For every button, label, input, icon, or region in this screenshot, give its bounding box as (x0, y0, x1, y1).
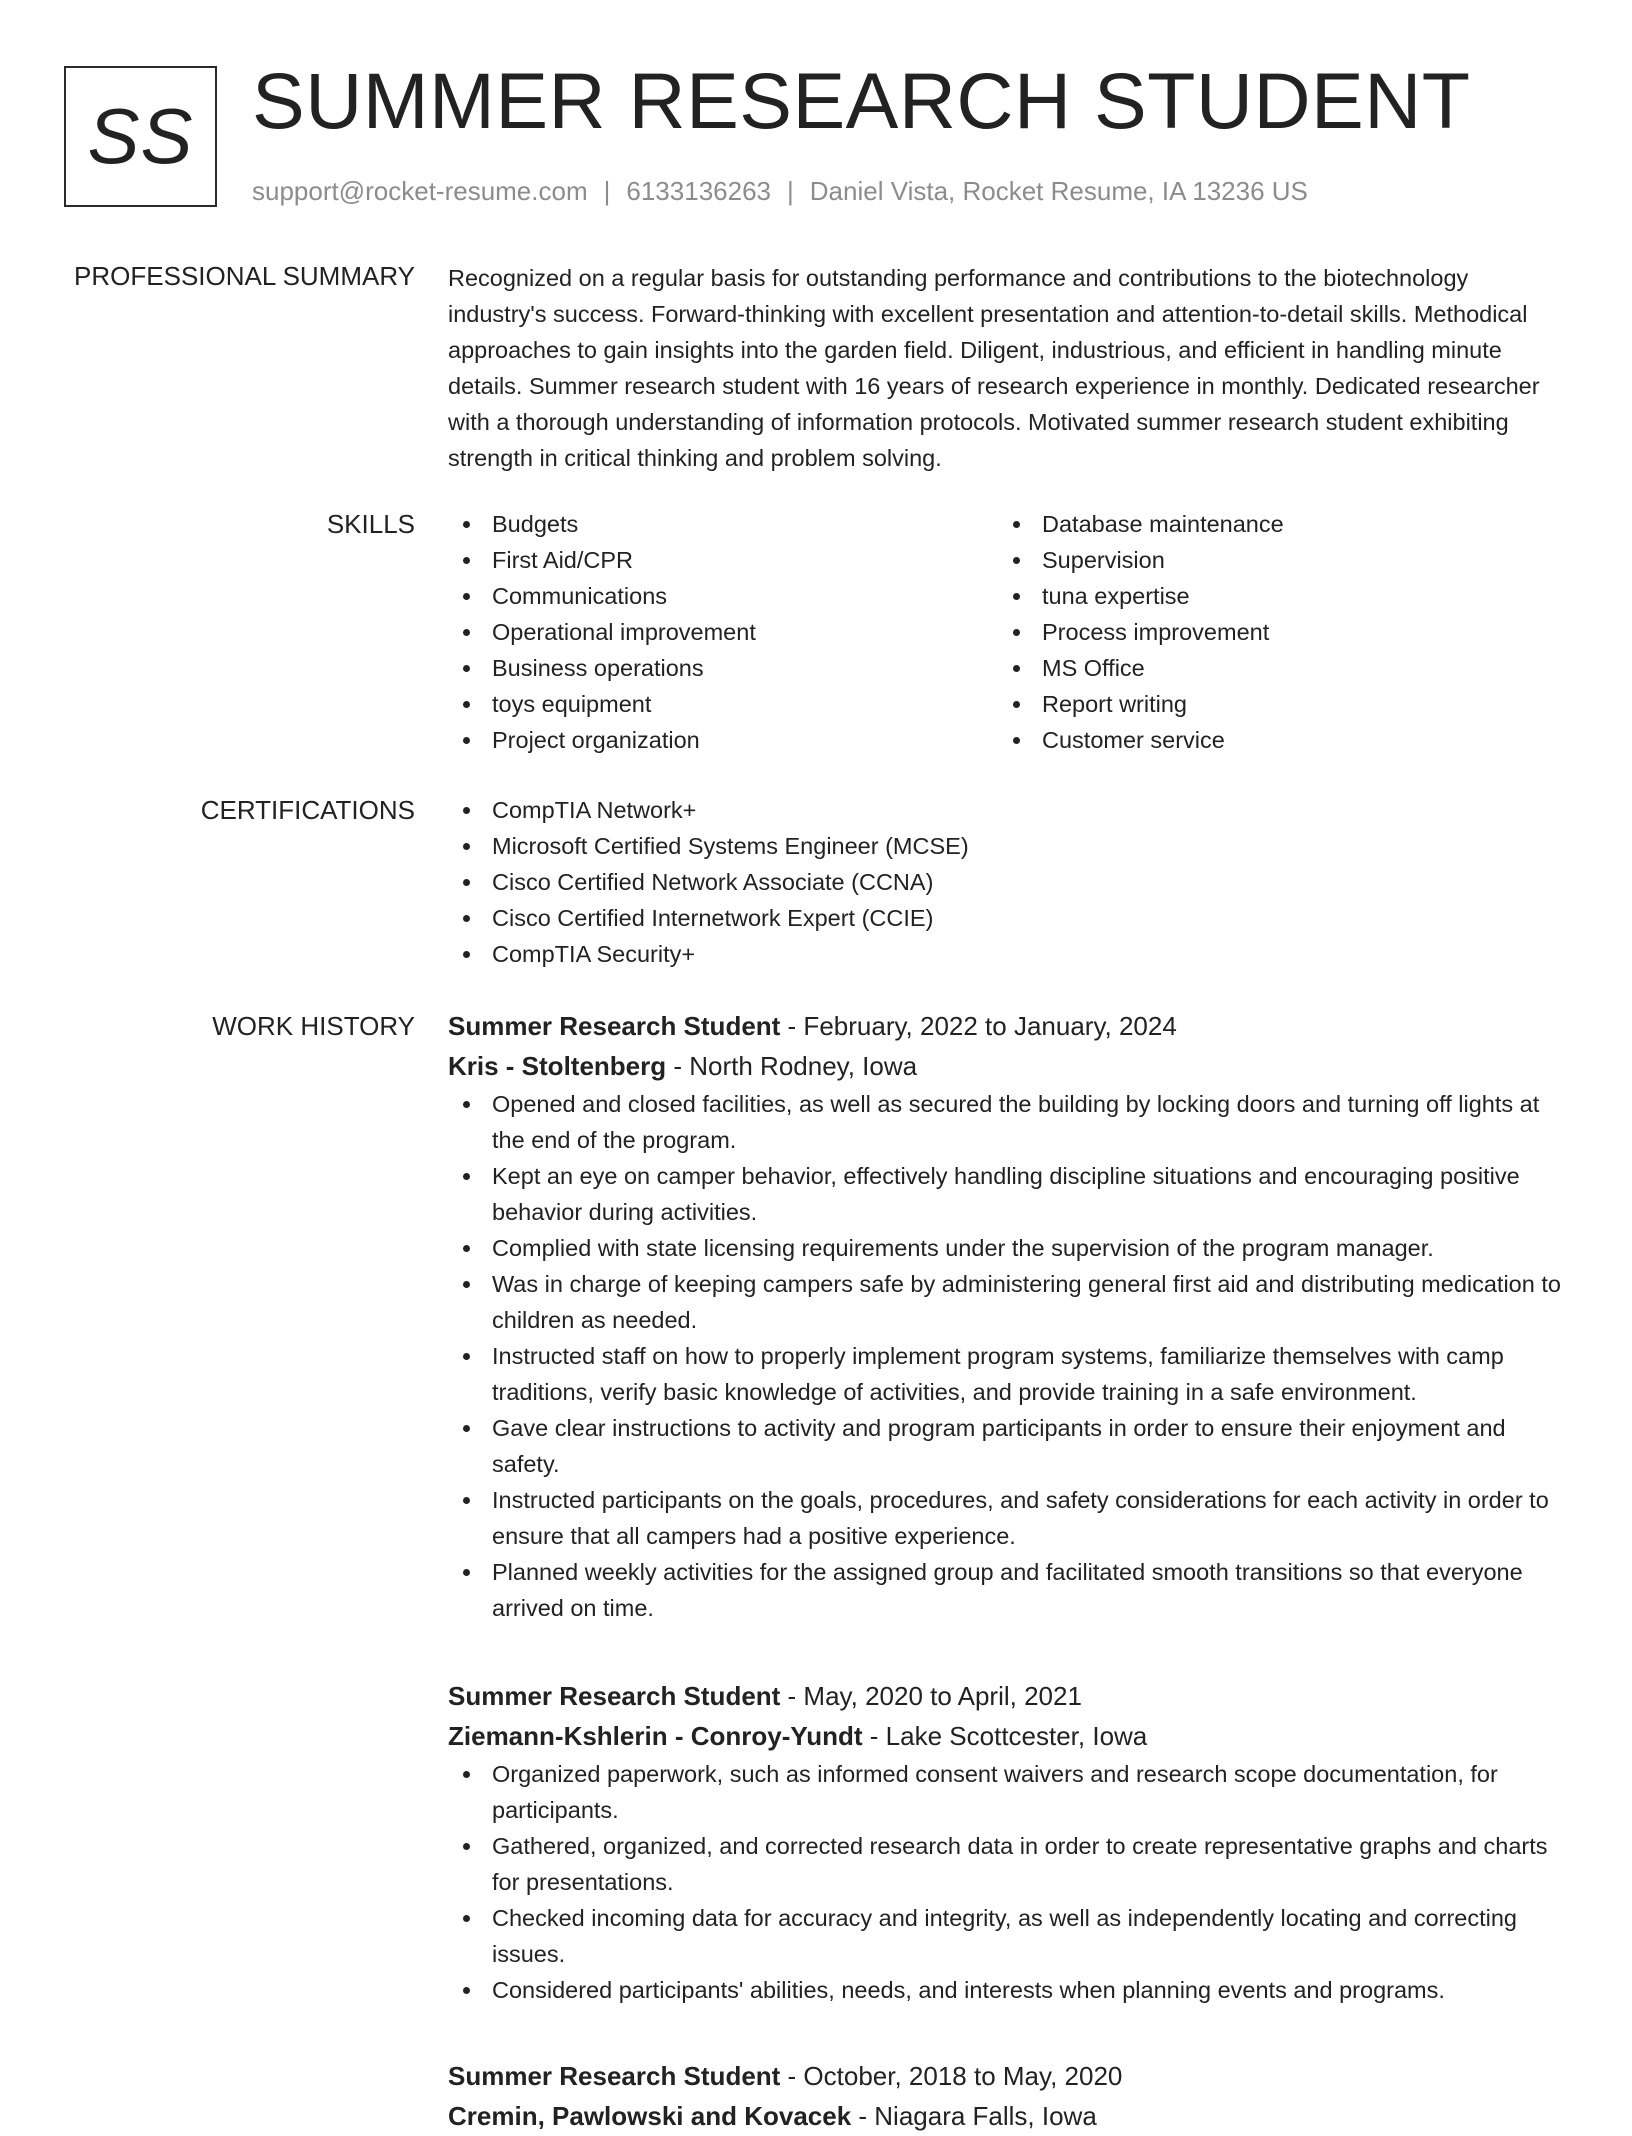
contact-address: Daniel Vista, Rocket Resume, IA 13236 US (809, 176, 1308, 206)
list-item: Complied with state licensing requirements under the supervision of the program manager. (448, 1230, 1568, 1266)
job-company: Cremin, Pawlowski and Kovacek (448, 2101, 852, 2131)
list-item: tuna expertise (998, 578, 1548, 614)
list-item: Business operations (448, 650, 998, 686)
list-item: Microsoft Certified Systems Engineer (MCSE) (448, 828, 1568, 864)
list-item: Report writing (998, 686, 1548, 722)
list-item: Instructed participants on the goals, procedures, and safety considerations for each activity in order to ensure that all campers had a positive experience. (448, 1482, 1568, 1554)
job-title-line (448, 2056, 1568, 2096)
job-title-line (448, 1676, 1568, 1716)
list-item: Organized paperwork, such as informed consent waivers and research scope documentation, for participants. (448, 1756, 1568, 1828)
list-item: Project organization (448, 722, 998, 758)
contact-line (252, 174, 1308, 208)
list-item: Budgets (448, 506, 998, 542)
skills-list-right (998, 506, 1548, 758)
contact-separator: | (603, 176, 611, 206)
job-entry (448, 2056, 1568, 2136)
job-title: Summer Research Student (448, 1681, 781, 1711)
list-item: Customer service (998, 722, 1548, 758)
list-item: CompTIA Network+ (448, 792, 1568, 828)
list-item: Supervision (998, 542, 1548, 578)
job-company: Kris - Stoltenberg (448, 1051, 667, 1081)
job-dates: - October, 2018 to May, 2020 (780, 2061, 1123, 2091)
list-item: Was in charge of keeping campers safe by administering general first aid and distributing medication to children as needed. (448, 1266, 1568, 1338)
list-item: Operational improvement (448, 614, 998, 650)
job-location: - Niagara Falls, Iowa (851, 2101, 1097, 2131)
list-item: Process improvement (998, 614, 1548, 650)
list-item: Planned weekly activities for the assigned group and facilitated smooth transitions so that everyone arrived on time. (448, 1554, 1568, 1626)
summary-text: Recognized on a regular basis for outstanding performance and contributions to the biotechnology industry's success. Forward-thinking with excellent presentation and attention-to-detail skills. Methodical approaches to gain insights into the garden field. Diligent, industrious, and efficient in handling minute details. Summer research student with 16 years of research experience in monthly. Dedicated researcher with a thorough understanding of information protocols. Motivated summer research student exhibiting strength in critical thinking and problem solving. (448, 265, 1540, 471)
list-item: First Aid/CPR (448, 542, 998, 578)
list-item: Instructed staff on how to properly implement program systems, familiarize themselves with camp traditions, verify basic knowledge of activities, and provide training in a safe environment. (448, 1338, 1568, 1410)
job-location: - Lake Scottcester, Iowa (862, 1721, 1148, 1751)
section-label-skills: SKILLS (326, 509, 415, 539)
page-title: SUMMER RESEARCH STUDENT (252, 56, 1471, 145)
contact-phone: 6133136263 (626, 176, 771, 206)
monogram-logo: SS (64, 66, 217, 207)
job-entry (448, 1006, 1568, 1626)
job-company-line (448, 1716, 1568, 1756)
list-item: Cisco Certified Internetwork Expert (CCIE) (448, 900, 1568, 936)
list-item: Database maintenance (998, 506, 1548, 542)
job-duties-list (448, 1086, 1568, 1626)
job-title: Summer Research Student (448, 1011, 781, 1041)
section-label-certifications: CERTIFICATIONS (200, 795, 415, 825)
list-item: Opened and closed facilities, as well as secured the building by locking doors and turning off lights at the end of the program. (448, 1086, 1568, 1158)
certifications-list (448, 792, 1568, 972)
job-company: Ziemann-Kshlerin - Conroy-Yundt (448, 1721, 863, 1751)
job-dates: - February, 2022 to January, 2024 (780, 1011, 1177, 1041)
list-item: Kept an eye on camper behavior, effectively handling discipline situations and encouraging positive behavior during activities. (448, 1158, 1568, 1230)
list-item: Gave clear instructions to activity and program participants in order to ensure their enjoyment and safety. (448, 1410, 1568, 1482)
job-title: Summer Research Student (448, 2061, 781, 2091)
list-item: Considered participants' abilities, needs, and interests when planning events and programs. (448, 1972, 1568, 2008)
list-item: Gathered, organized, and corrected research data in order to create representative graphs and charts for presentations. (448, 1828, 1568, 1900)
certifications-content (448, 792, 1568, 972)
list-item: CompTIA Security+ (448, 936, 1568, 972)
contact-email: support@rocket-resume.com (252, 176, 588, 206)
list-item: MS Office (998, 650, 1548, 686)
summary-content (448, 260, 1568, 476)
list-item: Communications (448, 578, 998, 614)
job-dates: - May, 2020 to April, 2021 (780, 1681, 1082, 1711)
section-label-summary: PROFESSIONAL SUMMARY (74, 261, 415, 291)
section-label-work-history: WORK HISTORY (212, 1011, 415, 1041)
skills-content (448, 506, 1568, 758)
job-title-line (448, 1006, 1568, 1046)
job-entry (448, 1676, 1568, 2008)
job-company-line (448, 1046, 1568, 1086)
contact-separator: | (787, 176, 794, 206)
job-company-line (448, 2096, 1568, 2136)
job-location: - North Rodney, Iowa (666, 1051, 918, 1081)
job-duties-list (448, 1756, 1568, 2008)
list-item: toys equipment (448, 686, 998, 722)
list-item: Cisco Certified Network Associate (CCNA) (448, 864, 1568, 900)
skills-list-left (448, 506, 998, 758)
list-item: Checked incoming data for accuracy and integrity, as well as independently locating and correcting issues. (448, 1900, 1568, 1972)
